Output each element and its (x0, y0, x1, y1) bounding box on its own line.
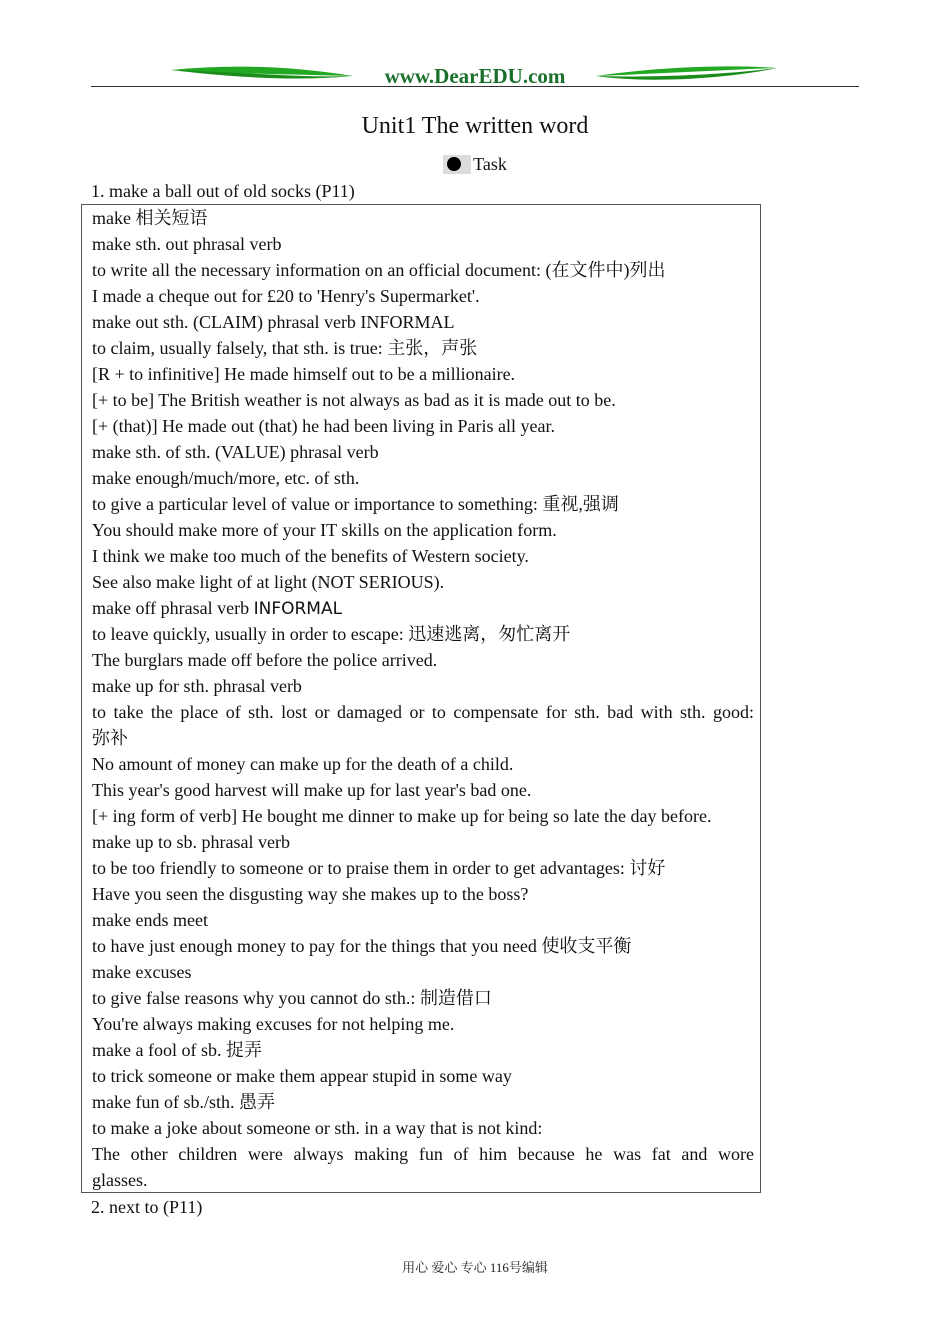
phrase-line-text: Have you seen the disgusting way she makes up to the boss? (92, 884, 529, 904)
phrase-line (92, 309, 754, 335)
phrase-line (92, 881, 754, 907)
phrase-line-text: The other children were always making fun of him because he was fat and wore (92, 1144, 754, 1164)
phrase-line-text: You should make more of your IT skills on the application form. (92, 520, 557, 540)
phrase-line-text: make enough/much/more, etc. of sth. (92, 468, 360, 488)
phrase-line (92, 829, 754, 855)
phrase-line-text: to claim, usually falsely, that sth. is true: 主张，声张 (92, 338, 478, 358)
phrase-line-text: to leave quickly, usually in order to escape: 迅速逃离，匆忙离开 (92, 624, 571, 644)
phrase-line (92, 673, 754, 699)
phrase-line-text: [+ (that)] He made out (that) he had been living in Paris all year. (92, 416, 555, 436)
phrase-line (92, 1011, 754, 1037)
phrase-line (92, 491, 754, 517)
phrase-line (92, 1167, 754, 1193)
phrase-line-text: to give false reasons why you cannot do sth.: 制造借口 (92, 988, 492, 1008)
phrase-line-text: to have just enough money to pay for the things that you need 使收支平衡 (92, 936, 632, 956)
item-heading-1: 1. make a ball out of old socks (P11) (91, 181, 355, 201)
phrase-line (92, 725, 754, 751)
phrase-list (92, 205, 754, 1193)
phrase-line (92, 413, 754, 439)
phrase-line (92, 543, 754, 569)
page-footer: 用心 爱心 专心 116号编辑 (402, 1260, 548, 1275)
phrase-line (92, 933, 754, 959)
phrase-line (92, 1037, 754, 1063)
phrase-line-text: make sth. of sth. (VALUE) phrasal verb (92, 442, 379, 462)
phrase-line-text: You're always making excuses for not helping me. (92, 1014, 455, 1034)
bullet-icon (443, 155, 471, 174)
phrase-line-text: I made a cheque out for £20 to 'Henry's Supermarket'. (92, 286, 480, 306)
phrase-line (92, 387, 754, 413)
phrase-line-text: [+ to be] The British weather is not always as bad as it is made out to be. (92, 390, 616, 410)
phrase-box (81, 204, 761, 1193)
item-heading-2: 2. next to (P11) (91, 1197, 203, 1217)
phrase-line-text: make out sth. (CLAIM) phrasal verb INFORMAL (92, 312, 455, 332)
phrase-line-text: glasses. (92, 1170, 148, 1190)
phrase-line-text: to write all the necessary information on an official document: (在文件中)列出 (92, 260, 666, 280)
phrase-line (92, 647, 754, 673)
phrase-line (92, 1089, 754, 1115)
phrase-line (92, 1115, 754, 1141)
phrase-line-text: [R + to infinitive] He made himself out to be a millionaire. (92, 364, 516, 384)
phrase-line (92, 335, 754, 361)
section-label-text: Task (473, 154, 507, 174)
phrase-line-text: make up to sb. phrasal verb (92, 832, 290, 852)
phrase-line-text: make a fool of sb. 捉弄 (92, 1040, 262, 1060)
phrase-line-text: The burglars made off before the police arrived. (92, 650, 438, 670)
phrase-line-text: make excuses (92, 962, 192, 982)
phrase-line-text: make up for sth. phrasal verb (92, 676, 302, 696)
phrase-line-text: make ends meet (92, 910, 208, 930)
phrase-line-text: No amount of money can make up for the death of a child. (92, 754, 514, 774)
phrase-line (92, 1141, 754, 1167)
phrase-line (92, 803, 754, 829)
header-rule (91, 86, 859, 87)
section-label (0, 152, 950, 180)
phrase-line-text: 弥补 (92, 728, 128, 748)
phrase-line (92, 595, 754, 621)
phrase-line (92, 517, 754, 543)
phrase-line (92, 1063, 754, 1089)
logo-text: www.DearEDU.com (384, 64, 566, 88)
phrase-line-text: This year's good harvest will make up for last year's bad one. (92, 780, 532, 800)
phrase-line (92, 283, 754, 309)
phrase-line (92, 205, 754, 231)
phrase-line-text: See also make light of at light (NOT SERIOUS). (92, 572, 445, 592)
phrase-line (92, 907, 754, 933)
phrase-line-text: make 相关短语 (92, 208, 208, 228)
phrase-line-text: make off phrasal verb (92, 598, 254, 618)
phrase-line (92, 465, 754, 491)
phrase-line (92, 361, 754, 387)
phrase-line-text: to trick someone or make them appear stupid in some way (92, 1066, 512, 1086)
phrase-line (92, 231, 754, 257)
phrase-line (92, 257, 754, 283)
phrase-line-text: to take the place of sth. lost or damaged or to compensate for sth. bad with sth. good: (92, 702, 754, 722)
phrase-line-text: to give a particular level of value or importance to something: 重视,强调 (92, 494, 619, 514)
phrase-line-text: make fun of sb./sth. 愚弄 (92, 1092, 275, 1112)
phrase-line (92, 569, 754, 595)
phrase-line-text: to make a joke about someone or sth. in a way that is not kind: (92, 1118, 543, 1138)
phrase-line (92, 621, 754, 647)
phrase-line-text: [+ ing form of verb] He bought me dinner to make up for being so late the day before. (92, 806, 712, 826)
phrase-line (92, 855, 754, 881)
phrase-line (92, 699, 754, 725)
phrase-line (92, 959, 754, 985)
phrase-line-text: I think we make too much of the benefits of Western society. (92, 546, 529, 566)
phrase-line (92, 985, 754, 1011)
phrase-line-text: to be too friendly to someone or to praise them in order to get advantages: 讨好 (92, 858, 666, 878)
page-title: Unit1 The written word (361, 113, 589, 139)
informal-tag: INFORMAL (253, 599, 343, 619)
phrase-line (92, 439, 754, 465)
phrase-line (92, 777, 754, 803)
phrase-line-text: make sth. out phrasal verb (92, 234, 282, 254)
phrase-line (92, 751, 754, 777)
